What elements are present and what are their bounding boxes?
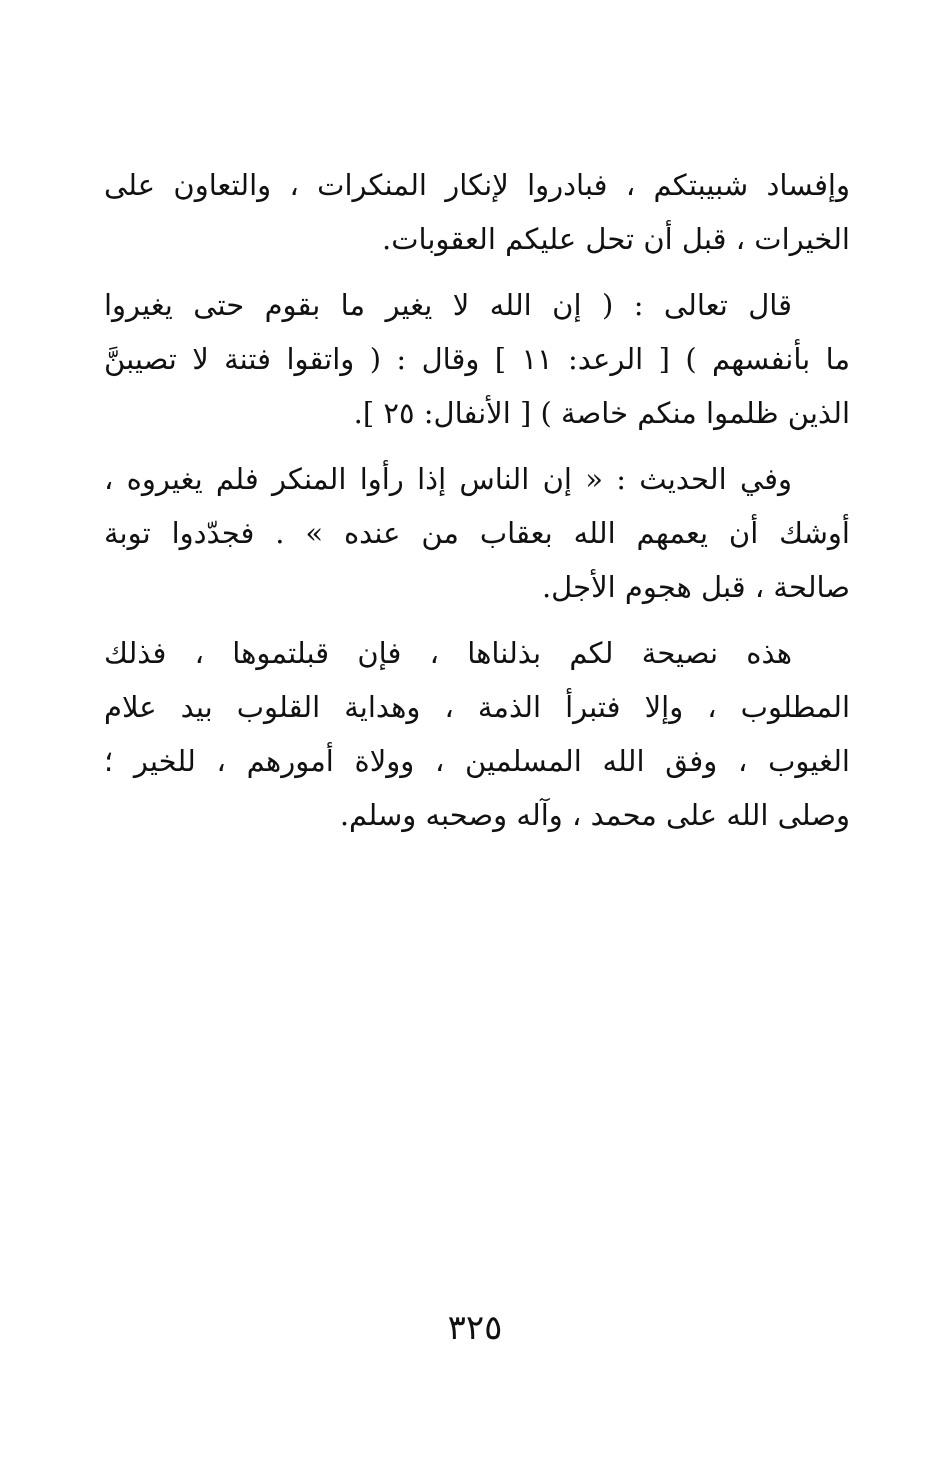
- paragraph-3: [104, 452, 850, 614]
- page-body: [104, 158, 850, 842]
- text-line: الغيوب ، وفق الله المسلمين ، وولاة أمورهم ، للخير ؛: [104, 744, 850, 778]
- paragraph-4: [104, 626, 850, 842]
- text-line: قال تعالى : ( إن الله لا يغير ما بقوم حتى يغيروا: [104, 288, 792, 322]
- text-line: هذه نصيحة لكم بذلناها ، فإن قبلتموها ، فذلك: [104, 636, 792, 670]
- text-line: صالحة ، قبل هجوم الأجل.: [541, 570, 850, 604]
- page-number: ٣٢٥: [447, 1308, 503, 1348]
- paragraph-2: [104, 278, 850, 440]
- text-line: وصلى الله على محمد ، وآله وصحبه وسلم.: [339, 798, 850, 832]
- text-line: الخيرات ، قبل أن تحل عليكم العقوبات.: [381, 222, 850, 256]
- text-line: أوشك أن يعمهم الله بعقاب من عنده » . فجدّدوا توبة: [104, 516, 850, 550]
- text-line: وفي الحديث : « إن الناس إذا رأوا المنكر فلم يغيروه ،: [104, 462, 792, 496]
- text-line: المطلوب ، وإلا فتبرأ الذمة ، وهداية القلوب بيد علام: [104, 690, 850, 724]
- text-line: ما بأنفسهم ) [ الرعد: ١١ ] وقال : ( واتقوا فتنة لا تصيبنَّ: [104, 342, 850, 376]
- text-line: الذين ظلموا منكم خاصة ) [ الأنفال: ٢٥ ].: [353, 396, 850, 430]
- paragraph-1: [104, 158, 850, 266]
- text-line: وإفساد شبيبتكم ، فبادروا لإنكار المنكرات ، والتعاون على: [104, 168, 850, 202]
